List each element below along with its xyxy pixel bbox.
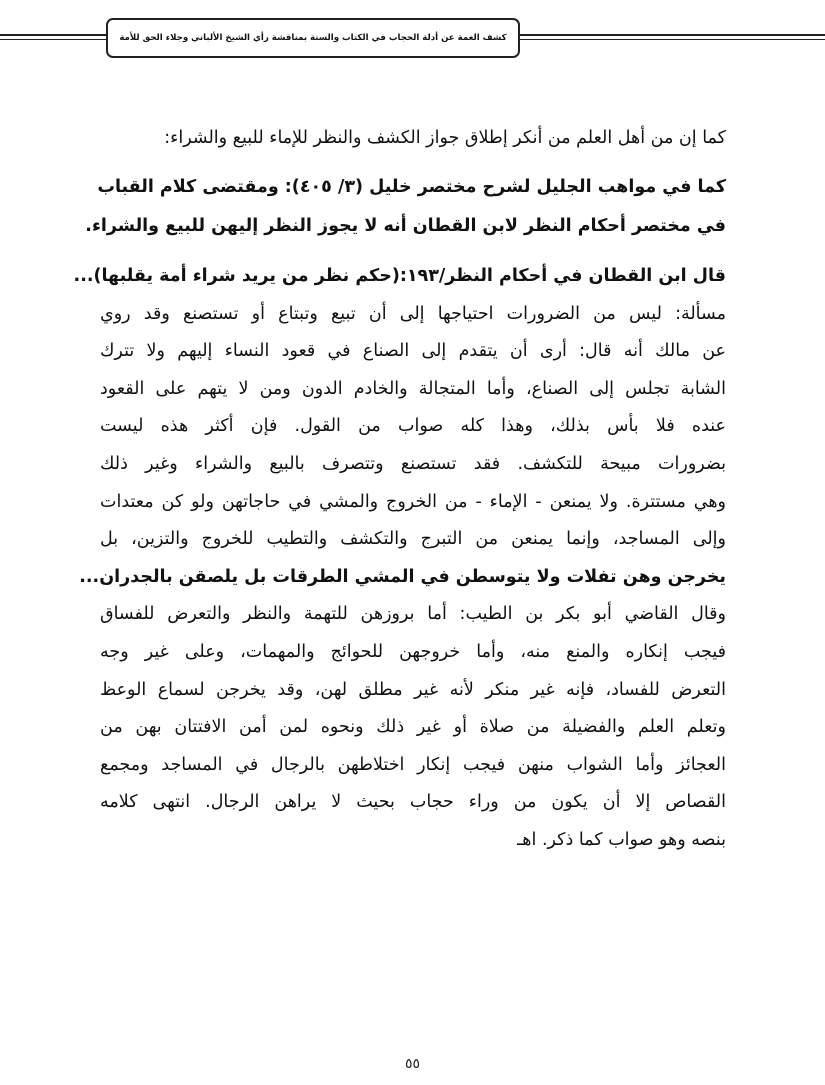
text-line: قال ابن القطان في أحكام النظر/١٩٣:(حكم نظر من يريد شراء أمة يقلبها)...: [73, 266, 726, 286]
text-line: عن مالك أنه قال: أرى أن يتقدم إلى الصناع في قعود النساء إليهم ولا تترك: [100, 341, 726, 362]
page-number: ٥٥: [404, 1056, 421, 1072]
text-line: العجائز وأما الشواب منهن فيجب إنكار اختلاطهن بالرجال في المساجد ومجمع: [100, 754, 726, 775]
text-line: وقال القاضي أبو بكر بن الطيب: أما بروزهن للتهمة والنظر والتعرض للفساق: [100, 604, 726, 625]
paragraph-intro: [100, 118, 726, 158]
text-line: بضرورات مبيحة للتكشف. فقد تستصنع وتتصرف بالبيع والشراء وغير ذلك: [100, 453, 726, 474]
text-line: عنده فلا بأس بذلك، وهذا كله صواب من القول. فإن أكثر هذه ليست: [100, 416, 726, 437]
text-line: يخرجن وهن تفلات ولا يتوسطن في المشي الطرقات بل يلصقن بالجدران...: [79, 566, 726, 587]
text-line: كما في مواهب الجليل لشرح مختصر خليل (٣/ ٤٠٥): ومقتضى كلام القباب: [97, 177, 726, 197]
text-line: بنصه وهو صواب كما ذكر. اهـ: [517, 829, 726, 850]
header-rule-right-thin: [520, 39, 825, 40]
header-rule-left-thick: [0, 34, 108, 36]
paragraph-ibn-alqattan-quote: [73, 258, 726, 860]
text-line: الشابة تجلس إلى الصناع، وأما المتجالة والخادم الدون ومن لا يتهم على القعود: [100, 378, 726, 399]
text-line: وتعلم العلم والفضيلة من صلاة أو غير ذلك ونحوه لمن أمن الافتتان بهن من: [100, 717, 726, 738]
text-line: كما إن من أهل العلم من أنكر إطلاق جواز الكشف والنظر للإماء للبيع والشراء:: [164, 128, 726, 148]
paragraph-mawahib-quote: [85, 168, 726, 246]
book-title: كشف الغمة عن أدلة الحجاب في الكتاب والسنة بمناقشة رأي الشيخ الألباني وجلاء الحق للأمة: [119, 33, 507, 43]
header-rule-left-thin: [0, 39, 108, 40]
text-line: وهي مستترة. ولا يمنعن - الإماء - من الخروج والمشي في حاجاتهن ولو كن معتدات: [100, 491, 726, 512]
text-line: القصاص إلا أن يكون من وراء حجاب بحيث لا يراهن الرجال. انتهى كلامه: [100, 792, 726, 813]
text-line: وإلى المساجد، وإنما يمنعن من التبرج والتكشف والتطيب للخروج والتزين، بل: [100, 529, 726, 550]
text-line: في مختصر أحكام النظر لابن القطان أنه لا يجوز النظر إليهن للبيع والشراء.: [85, 216, 726, 236]
page-body: [73, 118, 726, 860]
running-header: [106, 18, 520, 58]
text-line: مسألة: ليس من الضرورات احتياجها إلى أن تبيع وتبتاع أو تستصنع وقد روي: [100, 303, 726, 324]
text-line: فيجب إنكاره والمنع منه، وأما خروجهن للحوائج والمهمات، وعلى غير وجه: [100, 641, 726, 662]
header-rule-right-thick: [520, 34, 825, 36]
text-line: التعرض للفساد، فإنه غير منكر لأنه غير مطلق لهن، وقد يخرجن لسماع الوعظ: [100, 679, 726, 700]
